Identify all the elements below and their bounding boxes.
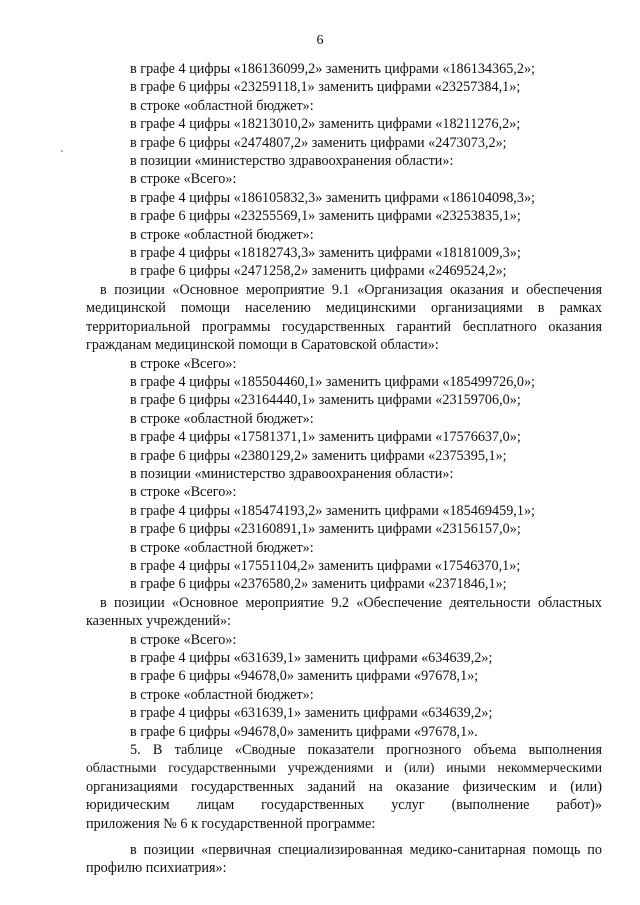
paragraph-9-2: в позиции «Основное мероприятие 9.2 «Обеспечение деятельности областных казенных учреждений»: — [86, 594, 602, 630]
text-line: в графе 4 цифры «186105832,3» заменить цифрами «186104098,3»; — [130, 189, 535, 206]
text-line: в графе 6 цифры «23259118,1» заменить цифрами «23257384,1»; — [130, 79, 521, 96]
text-line: в графе 6 цифры «2474807,2» заменить цифрами «2473073,2»; — [130, 134, 507, 151]
text-line: в графе 4 цифры «18213010,2» заменить цифрами «18211276,2»; — [130, 116, 521, 133]
text-line: 5. В таблице «Сводные показатели прогнозного объема выполнения — [130, 742, 602, 759]
text-line: в графе 4 цифры «185474193,2» заменить цифрами «185469459,1»; — [130, 502, 535, 519]
text-line: в строке «Всего»: — [130, 355, 237, 372]
text-line: в строке «Всего»: — [130, 171, 237, 188]
text-line: областными государственными учреждениями и (или) иными некоммерческими — [86, 760, 602, 776]
text-line: в графе 6 цифры «2471258,2» заменить цифрами «2469524,2»; — [130, 263, 507, 280]
text-line: в графе 4 цифры «17551104,2» заменить цифрами «17546370,1»; — [130, 557, 521, 574]
text-line: в графе 4 цифры «186136099,2» заменить цифрами «186134365,2»; — [130, 61, 535, 77]
text-line: в строке «областной бюджет»: — [130, 226, 314, 243]
text-line: в позиции «министерство здравоохранения области»: — [130, 153, 454, 170]
scan-speck — [60, 140, 64, 144]
document-body — [86, 60, 602, 878]
text-line: юридическим лицам государственных услуг (выполнение работ)» — [86, 797, 602, 814]
text-line: в позиции «министерство здравоохранения области»: — [130, 465, 454, 482]
text-line: приложения № 6 к государственной программе: — [86, 815, 376, 832]
text-line: в графе 4 цифры «631639,1» заменить цифрами «634639,2»; — [130, 650, 493, 666]
text-line: в графе 4 цифры «17581371,1» заменить цифрами «17576637,0»; — [130, 429, 521, 446]
text-line: в строке «областной бюджет»: — [130, 539, 314, 556]
paragraph-last: в позиции «первичная специализированная медико-санитарная помощь по профилю психиатрия»: — [86, 842, 602, 877]
text-line: в строке «Всего»: — [130, 631, 237, 648]
text-line: в графе 6 цифры «2376580,2» заменить цифрами «2371846,1»; — [130, 576, 507, 593]
text-line: в строке «областной бюджет»: — [130, 686, 314, 703]
paragraph-9-1: в позиции «Основное мероприятие 9.1 «Организация оказания и обеспечения медицинской помощи населению медицинскими организациями в рамках территориальной программы государственных гарантий бесплатного оказания гражданам медицинской помощи в Саратовской области»: — [86, 281, 602, 354]
text-line: в графе 4 цифры «631639,1» заменить цифрами «634639,2»; — [130, 705, 493, 722]
text-line: в графе 6 цифры «2380129,2» заменить цифрами «2375395,1»; — [130, 447, 507, 464]
text-line: в графе 6 цифры «23255569,1» заменить цифрами «23253835,1»; — [130, 208, 521, 225]
text-line: в графе 6 цифры «94678,0» заменить цифрами «97678,1». — [130, 723, 478, 740]
text-line: в строке «Всего»: — [130, 484, 237, 501]
text-line: в графе 4 цифры «185504460,1» заменить цифрами «185499726,0»; — [130, 373, 535, 390]
text-line: в графе 6 цифры «23160891,1» заменить цифрами «23156157,0»; — [130, 521, 521, 538]
text-line: в строке «областной бюджет»: — [130, 97, 314, 114]
text-line: в графе 6 цифры «23164440,1» заменить цифрами «23159706,0»; — [130, 392, 521, 409]
text-line: организациями государственных заданий на оказание физическим и (или) — [86, 778, 602, 795]
page-number: 6 — [316, 33, 324, 48]
text-line: в строке «областной бюджет»: — [130, 410, 314, 427]
paragraph-5 — [86, 741, 602, 833]
text-line: в графе 4 цифры «18182743,3» заменить цифрами «18181009,3»; — [130, 245, 521, 262]
text-line: в графе 6 цифры «94678,0» заменить цифрами «97678,1»; — [130, 668, 479, 685]
